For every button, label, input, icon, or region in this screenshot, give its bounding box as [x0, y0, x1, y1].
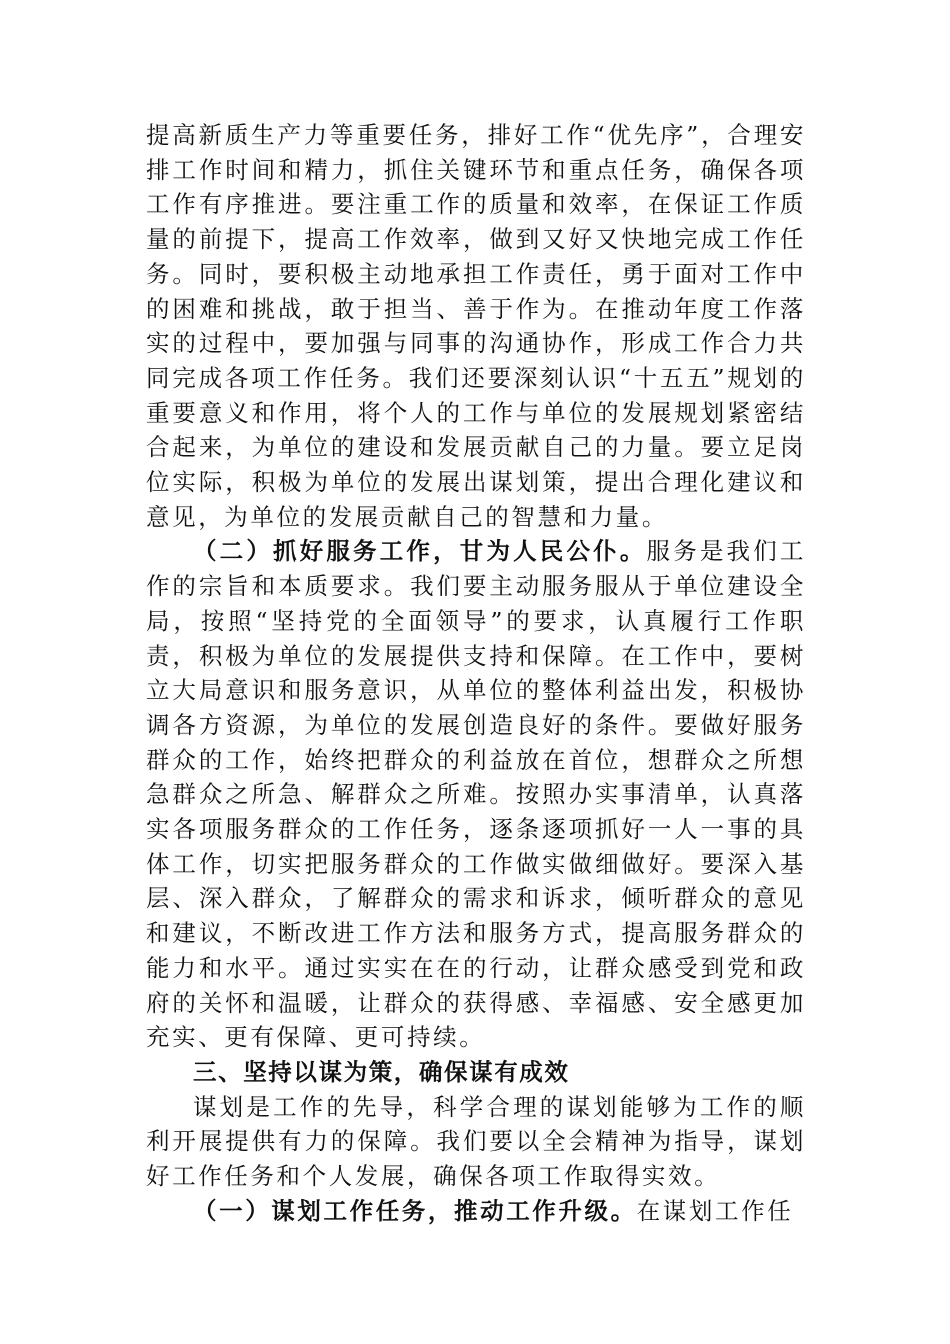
paragraph-plan-tasks	[146, 1194, 806, 1229]
paragraph-plan-tasks-body: 在谋划工作任	[636, 1196, 794, 1225]
subheading-plan-tasks: （一）谋划工作任务，推动工作升级。	[193, 1196, 637, 1225]
paragraph-continued: 提高新质生产力等重要任务，排好工作“优先序”，合理安排工作时间和精力，抓住关键环节和重点任务，确保各项工作有序推进。要注重工作的质量和效率，在保证工作质量的前提下，提高工作效率，做到又好又快地完成工作任务。同时，要积极主动地承担工作责任，勇于面对工作中的困难和挑战，敢于担当、善于作为。在推动年度工作落实的过程中，要加强与同事的沟通协作，形成工作合力共同完成各项工作任务。我们还要深刻认识“十五五”规划的重要意义和作用，将个人的工作与单位的发展规划紧密结合起来，为单位的建设和发展贡献自己的力量。要立足岗位实际，积极为单位的发展出谋划策，提出合理化建议和意见，为单位的发展贡献自己的智慧和力量。	[146, 121, 806, 531]
section-heading-3: 三、坚持以谋为策，确保谋有成效	[193, 1057, 570, 1086]
document-page	[146, 118, 806, 1229]
paragraph-section3-intro: 谋划是工作的先导，科学合理的谋划能够为工作的顺利开展提供有力的保障。我们要以全会精神为指导，谋划好工作任务和个人发展，确保各项工作取得实效。	[146, 1092, 806, 1191]
paragraph-service-work	[146, 534, 806, 1055]
paragraph-service-work-body: 服务是我们工作的宗旨和本质要求。我们要主动服务服从于单位建设全局，按照“坚持党的全面领导”的要求，认真履行工作职责，积极为单位的发展提供支持和保障。在工作中，要树立大局意识和服务意识，从单位的整体利益出发，积极协调各方资源，为单位的发展创造良好的条件。要做好服务群众的工作，始终把群众的利益放在首位，想群众之所想急群众之所急、解群众之所难。按照办实事清单，认真落实各项服务群众的工作任务，逐条逐项抓好一人一事的具体工作，切实把服务群众的工作做实做细做好。要深入基层、深入群众，了解群众的需求和诉求，倾听群众的意见和建议，不断改进工作方法和服务方式，提高服务群众的能力和水平。通过实实在在的行动，让群众感受到党和政府的关怀和温暖，让群众的获得感、幸福感、安全感更加充实、更有保障、更可持续。	[146, 537, 806, 1052]
subheading-service-work: （二）抓好服务工作，甘为人民公仆。	[193, 537, 647, 566]
